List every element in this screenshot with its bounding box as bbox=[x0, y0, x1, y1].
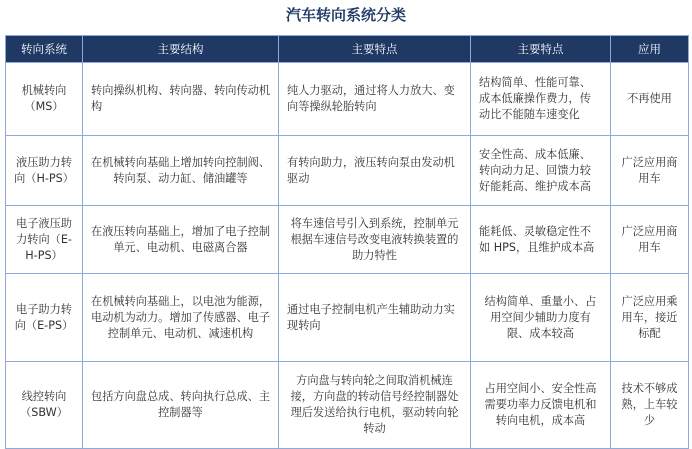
header-cell-structure: 主要结构 bbox=[83, 36, 279, 63]
application-cell: 不再使用 bbox=[611, 63, 689, 136]
system-cell: 电子液压助力转向（E-H-PS） bbox=[6, 206, 83, 274]
feature-cell: 纯人力驱动，通过将人力放大、变向等操纵轮胎转向 bbox=[279, 63, 471, 136]
header-cell-system: 转向系统 bbox=[6, 36, 83, 63]
system-cell: 电子助力转向（E-PS） bbox=[6, 274, 83, 362]
feature-cell-2: 安全性高、成本低廉、转向动力足、回馈力较好能耗高、维护成本高 bbox=[471, 136, 611, 206]
table-title: 汽车转向系统分类 bbox=[285, 6, 406, 24]
steering-system-table bbox=[5, 35, 689, 449]
system-cell: 机械转向（MS） bbox=[6, 63, 83, 136]
table-row bbox=[6, 274, 689, 362]
system-cell: 线控转向（SBW） bbox=[6, 362, 83, 449]
header-row bbox=[6, 36, 689, 63]
structure-cell: 包括方向盘总成、转向执行总成、主控制器等 bbox=[83, 362, 279, 449]
structure-cell: 在液压转向基础上，增加了电子控制单元、电动机、电磁离合器 bbox=[83, 206, 279, 274]
feature-cell-2: 能耗低、灵敏稳定性不如 HPS，且维护成本高 bbox=[471, 206, 611, 274]
feature-cell-2: 占用空间小、安全性高需要功率力反馈电机和转向电机，成本高 bbox=[471, 362, 611, 449]
structure-cell: 转向操纵机构、转向器、转向传动机构 bbox=[83, 63, 279, 136]
table-row bbox=[6, 206, 689, 274]
application-cell: 广泛应用商用车 bbox=[611, 136, 689, 206]
feature-cell-2: 结构简单、性能可靠、成本低廉操作费力，传动比不能随车速变化 bbox=[471, 63, 611, 136]
system-cell: 液压助力转向（H-PS） bbox=[6, 136, 83, 206]
feature-cell-2: 结构简单、重量小、占用空间少辅助力度有限、成本较高 bbox=[471, 274, 611, 362]
table-row bbox=[6, 136, 689, 206]
application-cell: 技术不够成熟，上车较少 bbox=[611, 362, 689, 449]
feature-cell: 将车速信号引入到系统，控制单元根据车速信号改变电液转换装置的助力特性 bbox=[279, 206, 471, 274]
feature-cell: 方向盘与转向轮之间取消机械连接，方向盘的转动信号经控制器处理后发送给执行电机，驱动转向轮转动 bbox=[279, 362, 471, 449]
application-cell: 广泛应用商用车 bbox=[611, 206, 689, 274]
table-row bbox=[6, 362, 689, 449]
feature-cell: 通过电子控制电机产生辅助动力实现转向 bbox=[279, 274, 471, 362]
structure-cell: 在机械转向基础上，以电池为能源，电动机为动力。增加了传感器、电子控制单元、电动机、减速机构 bbox=[83, 274, 279, 362]
header-cell-application: 应用 bbox=[611, 36, 689, 63]
header-cell-features: 主要特点 bbox=[279, 36, 471, 63]
structure-cell: 在机械转向基础上增加转向控制阀、转向泵、动力缸、储油罐等 bbox=[83, 136, 279, 206]
feature-cell: 有转向助力，液压转向泵由发动机驱动 bbox=[279, 136, 471, 206]
header-cell-features-2: 主要特点 bbox=[471, 36, 611, 63]
table-row bbox=[6, 63, 689, 136]
application-cell: 广泛应用乘用车，接近标配 bbox=[611, 274, 689, 362]
